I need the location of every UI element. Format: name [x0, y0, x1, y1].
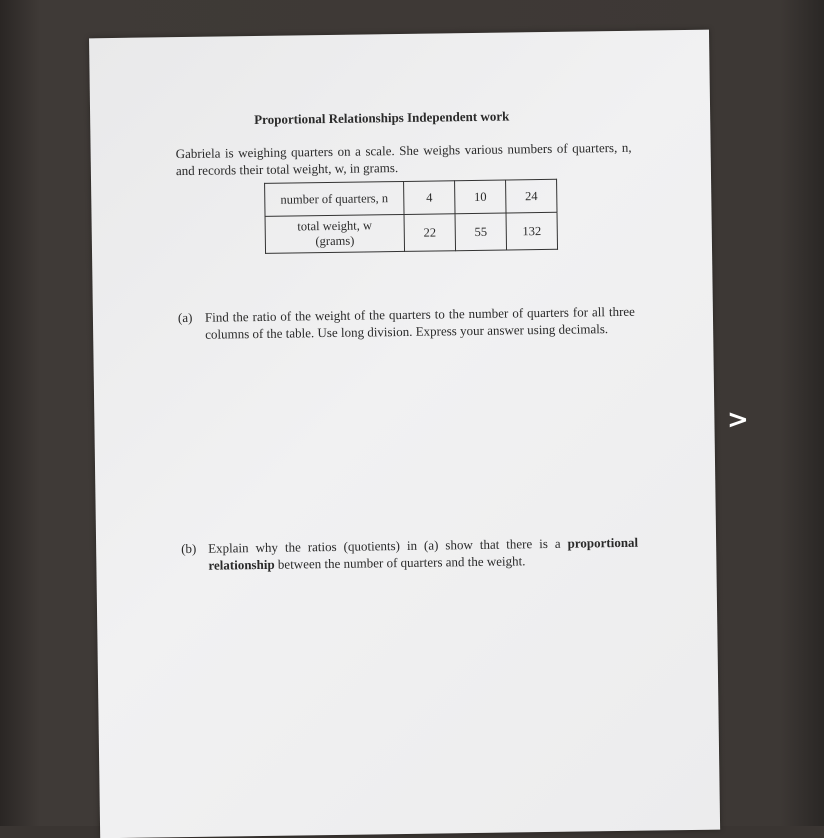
- table-cell: 132: [506, 212, 558, 250]
- chevron-right-icon: >: [727, 405, 749, 435]
- question-b-label: (b): [181, 540, 197, 557]
- worksheet-page: [89, 30, 720, 838]
- row-header-weight-line1: total weight, w: [297, 218, 373, 234]
- question-b-bold-term: proportional relationship: [208, 534, 639, 573]
- question-b-text: [208, 534, 638, 574]
- row-header-weight-line2: (grams): [315, 233, 355, 249]
- problem-intro: Gabriela is weighing quarters on a scale. She weighs various numbers of quarters, n, and records their total weight, w, in grams.: [175, 139, 632, 179]
- table-cell: 4: [404, 181, 455, 215]
- question-a-label: (a): [177, 309, 193, 326]
- table-cell: 22: [404, 214, 456, 252]
- row-header-quarters: number of quarters, n: [265, 181, 404, 216]
- page-title: Proportional Relationships Independent work: [254, 108, 510, 128]
- table-cell: 10: [455, 180, 506, 214]
- question-b-text-start: Explain why the ratios (quotients) in (a) show that there is a: [208, 535, 568, 556]
- table-cell: 24: [506, 179, 557, 213]
- row-header-weight: [265, 214, 405, 253]
- table-cell: 55: [455, 213, 507, 251]
- question-b-text-end: between the number of quarters and the weight.: [274, 553, 526, 572]
- table-row: [265, 212, 557, 253]
- question-a-text: Find the ratio of the weight of the quarters to the number of quarters for all three columns of the table. Use long division. Express your answer using decimals.: [204, 303, 635, 342]
- table-row: [265, 179, 557, 216]
- quarters-table: [264, 179, 558, 254]
